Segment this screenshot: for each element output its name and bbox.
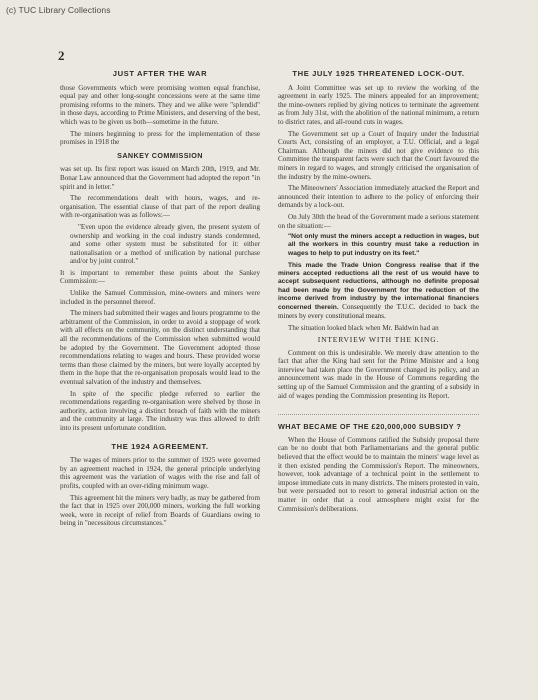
paragraph-continuation: Consequently the T.U.C. decided to back the miners by every constitutional means.	[278, 303, 479, 321]
paragraph: Comment on this is undesirable. We merely draw attention to the fact that after the King had sent for the Prime Minister and a long interview had taken place the Government changed its policy, and an announcement was made in the House of Commons regarding the setting up of the Samuel Commission and the granting of a subsidy in aid of wages pending the Commission presenting its Report.	[278, 348, 479, 400]
paragraph: When the House of Commons ratified the Subsidy proposal there can be no doubt that both Parliamentarians and the general public believed that the effect would be to maintain the miners' wage level as it then existed pending the Commission's Report. The mineowners, however, took advantage of a technical point in the settlement to impose immediate cuts in many districts. The miners protested in vain, but were persuaded not to resort to general industrial action on the matter in order that a cool atmosphere might exist for the Commission's deliberations.	[278, 435, 479, 513]
paragraph: On July 30th the head of the Government made a serious statement on the situation:—	[278, 212, 479, 230]
paragraph: those Governments which were promising women equal franchise, equal pay and other long-sought concessions were at the same time promising reforms to the miners. They and we alike were "splendid" in those days, according to Prime Ministers, and deserving of the best, which was to be given us both—sometime in the future.	[60, 83, 260, 126]
paragraph: A Joint Committee was set up to review the working of the agreement in early 1925. The miners appealed for an improvement; the mine-owners replied by giving notices to terminate the agreement as from July 31st, with the abolition of the national minimum, a return to district rates, and all-round cuts in wages.	[278, 83, 479, 126]
right-column	[278, 70, 479, 516]
quotation: "Even upon the evidence already given, the present system of ownership and working in the coal industry stands condemned, and some other system must be substituted for it: either nationalisation or a method of unification by national purchase and/or by joint control."	[70, 222, 260, 266]
paragraph: This agreement hit the miners very badly, as may be gathered from the fact that in 1925 over 200,000 miners, working the full working week, were in receipt of relief from Boards of Guardians owing to being in "necessitous circumstances."	[60, 493, 260, 528]
heading-just-after-the-war: JUST AFTER THE WAR	[112, 69, 208, 78]
paragraph: was set up. Its first report was issued on March 20th, 1919, and Mr. Bonar Law announced that the Government had adopted the report "in spirit and in letter."	[60, 165, 260, 191]
paragraph: Unlike the Samuel Commission, mine-owners and miners were included in the personnel thereof.	[60, 289, 260, 306]
bold-quotation: "Not only must the miners accept a reduction in wages, but all the workers in this country must take a reduction in wages to help to put industry on its feet."	[288, 233, 479, 257]
watermark: (c) TUC Library Collections	[6, 5, 111, 15]
paragraph: The miners beginning to press for the implementation of these promises in 1918 the	[60, 129, 260, 147]
paragraph: The situation looked black when Mr. Baldwin had an	[288, 324, 439, 333]
paragraph: The miners had submitted their wages and hours programme to the arbitrament of the Commission, in order to avoid a stoppage of work with all effects on the community, on the distinct understanding that all the recommendations of the Commission when submitted would be adopted by the Government. The Government adopted those recommendations relating to wages and hours. These provided worse terms than those claimed by the miners, but were loyally accepted by them in the hope that the re-organisation proposals would lead to the eventual salvation of the industry and themselves.	[60, 309, 260, 386]
paragraph: The wages of miners prior to the summer of 1925 were governed by an agreement reached in 1924, the general principle underlying this agreement was the variation of wages with the rise and fall of profits, coupled with an over-riding minimum wage.	[60, 456, 260, 490]
subsidy-section	[278, 414, 479, 513]
heading-subsidy: WHAT BECAME OF THE £20,000,000 SUBSIDY ?	[278, 422, 462, 432]
paragraph: It is important to remember these points about the Sankey Commission:—	[60, 268, 260, 286]
bold-paragraph-text: This made the Trade Union Congress realise that if the miners accepted reductions all the rest of us would have to accept subsequent reductions, although no definite proposal had been made by the Government for the reduction of the income derived from industry by the international financiers concerned therein.	[278, 261, 479, 311]
bold-paragraph	[278, 262, 479, 321]
paragraph: The Mineowners' Association immediately attacked the Report and announced their intention to adhere to the policy of enforcing their demands by a lock-out.	[278, 184, 479, 210]
heading-interview-with-the-king: INTERVIEW WITH THE KING.	[317, 335, 440, 344]
paragraph: The recommendations dealt with hours, wages, and re-organisation. The essential clause of that part of the report dealing with re-organisation was as follows:—	[60, 194, 260, 220]
heading-sankey-commission: SANKEY COMMISSION	[117, 150, 203, 160]
heading-1924-agreement: THE 1924 AGREEMENT.	[111, 441, 209, 451]
page-number: 2	[58, 48, 65, 63]
left-column	[60, 70, 260, 531]
heading-july-1925-lockout: THE JULY 1925 THREATENED LOCK-OUT.	[292, 69, 465, 78]
paragraph: The Government set up a Court of Inquiry under the Industrial Courts Act, consisting of an employer, a T.U. Official, and a legal Chairman. Although the miners did not give evidence to this Committee the transparent facts were such that the Court favoured the miners in regard to wages, and strongly criticised the organisation of the industry by the mine-owners.	[278, 129, 479, 181]
paragraph: In spite of the specific pledge referred to earlier the recommendations regarding re-organisation were shelved by those in authority, action involving a distinct breach of faith with the miners and the community at large. The industry was thus allowed to drift into its present unfortunate condition.	[60, 389, 260, 432]
